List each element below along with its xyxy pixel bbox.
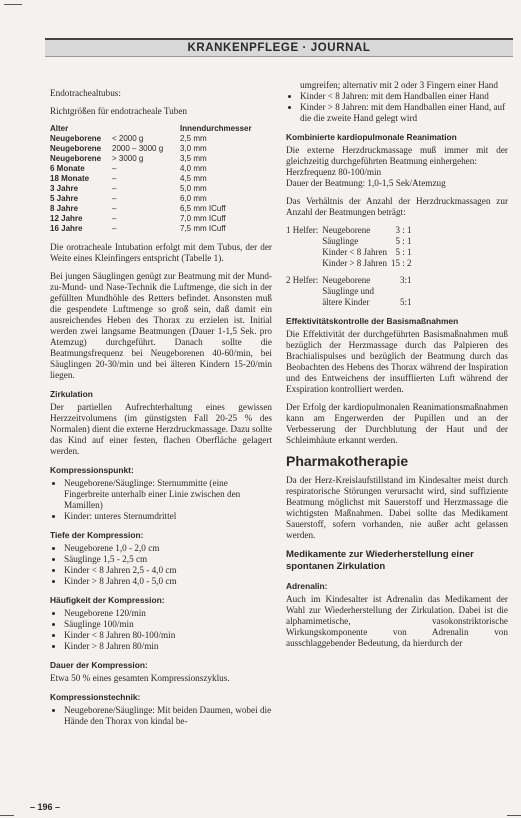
table-cell: Neugeborene [50,144,102,153]
table-cell: – [112,204,117,213]
table-cell [286,247,322,258]
tube-intro: Endotrachealtubus: [50,88,121,98]
list-item: • Kinder > 8 Jahren 80/min [64,641,272,652]
list-item: • Neugeborene 1,0 - 2,0 cm [64,543,272,554]
paragraph: Die Effektivität der durchgeführten Basismaßnahmen muß bezüglich der Herzmassage durch das Palpieren des Brachialispulses und bezüglich der Beatmung durch das Beobachten des Hebens des Thorax während der Inspiration und des Entweichens der insufflierten Luft während der Exspiration kontrolliert werden. [286,329,508,394]
journal-header: KRANKENPFLEGE · JOURNAL [45,38,513,57]
frequency-list [50,608,272,652]
table-cell: – [112,174,117,183]
table-cell: – [112,164,117,173]
table-row [286,272,416,286]
list-item: • Kinder < 8 Jahren: mit dem Handballen einer Hand [300,91,508,102]
table-cell: 1 Helfer: [286,225,319,235]
table-row [286,286,416,297]
table-cell [286,286,322,297]
table-row [50,204,252,214]
table-cell: – [112,194,117,203]
col-age: Alter [50,124,69,133]
table-cell: 5 : 1 [395,236,412,246]
paragraph: Auch im Kindesalter ist Adrenalin das Medikament der Wahl zur Wiederherstellung der Zirkulation. Dabei ist die alphamimetische, vasokonstriktorische Wirkungskomponente von Adrenalin von ausschlaggebender Bedeutung, da hierdurch der [286,594,508,648]
table-row [286,225,416,236]
table-cell: 8 Jahre [50,204,79,213]
table-cell: – [112,224,117,233]
table-cell [286,258,322,272]
table-row [50,134,252,144]
left-column [50,88,272,733]
section-heading: Kompressionspunkt: [50,465,134,475]
table-cell: 6,0 mm [180,194,207,203]
table-row [286,297,416,308]
table-row [50,154,252,164]
corner-mark [0,815,14,816]
table-row [50,164,252,174]
right-column [286,80,508,656]
section-title: Pharmakotherapie [286,453,409,469]
ratio-table [286,225,416,308]
table-cell: 2 Helfer: [286,275,319,285]
table-cell: 12 Jahre [50,214,83,223]
list-item: • Neugeborene 120/min [64,608,272,619]
table-row [286,247,416,258]
table-cell: – [112,214,117,223]
list-item: • Kinder < 8 Jahren 2,5 - 4,0 cm [64,565,272,576]
paragraph: Etwa 50 % eines gesamten Kompressionszyklus. [50,673,230,683]
tube-size-table [50,124,252,234]
paragraph: Die externe Herzdruckmassage muß immer mit der gleichzeitig durchgeführten Beatmung einhergehen: [286,145,508,166]
col-diameter: Innendurchmesser [180,124,252,133]
list-item: umgreifen; alternativ mit 2 oder 3 Fingern einer Hand [300,80,498,90]
table-cell: 18 Monate [50,174,90,183]
table-cell: ältere Kinder [322,297,370,307]
section-heading: Effektivitätskontrolle der Basismaßnahmen [286,316,459,326]
table-cell: 2000 – 3000 g [112,144,164,153]
table-cell: 6,5 mm ICuff [180,204,226,213]
section-heading: Tiefe der Kompression: [50,530,144,540]
list-item: • Neugeborene/Säuglinge: Sternummitte (eine Fingerbreite unterhalb einer Linie zwischen den Mamillen) [64,478,272,511]
table-cell: 3 : 1 [395,225,412,235]
table-row [50,224,252,234]
tube-size-caption: Richtgrößen für endotracheale Tuben [50,106,188,116]
section-heading: Zirkulation [50,389,93,399]
paragraph: Der partiellen Aufrechterhaltung eines gewissen Herzzeitvolumens (im günstigsten Fall 20-25 % des Normalen) dient die externe Herzdruckmassage. Dazu sollte das Kind auf einer festen, flachen Oberfläche gelagert werden. [50,402,272,456]
paragraph: Dauer der Beatmung: 1,0-1,5 Sek/Atemzug [286,178,446,188]
technique-list [50,705,272,727]
table-cell: Säuglinge und [322,286,374,296]
table-cell: Neugeborene [322,275,371,285]
paragraph: Da der Herz-Kreislaufstillstand im Kindesalter meist durch respiratorische Störungen verursacht wird, sind suffiziente Beatmung möglichst mit Sauerstoff und Herzmassage die wichtigsten Maßnahmen. Dabei sollte das Medikament Sauerstoff, sofern vorhanden, nie außer acht gelassen werden. [286,475,508,540]
table-cell: 15 : 2 [391,258,412,268]
table-cell: 6 Monate [50,164,85,173]
table-row [50,184,252,194]
paragraph: Das Verhältnis der Anzahl der Herzdruckmassagen zur Anzahl der Beatmungen beträgt: [286,196,508,217]
paragraph: Bei jungen Säuglingen genügt zur Beatmung mit der Mund-zu-Mund- und Nase-Technik die Luftmenge, die sich in der gefüllten Mundhöhle des Retters befindet. Ansonsten muß die gespendete Luftmenge so groß sein, daß damit ein ausreichendes Heben des Thorax zu erzielen ist. Initial werden zwei langsame Beatmungen (Dauer 1-1,5 Sek. pro Atemzug) durchgeführt. Danach sollte die Beatmungsfrequenz bei Neugeborenen 40-60/min, bei Säuglingen 20-30/min und bei älteren Kindern 15-20/min liegen. [50,271,272,380]
table-cell: – [112,184,117,193]
table-cell: 16 Jahre [50,224,83,233]
table-cell: < 2000 g [112,134,144,143]
table-cell: 5:1 [400,297,412,307]
paragraph: Herzfrequenz 80-100/min [286,167,382,177]
technique-list-continued [286,80,508,124]
table-cell [286,236,322,247]
table-cell: 3:1 [400,275,412,285]
table-row [50,194,252,204]
list-item: • Kinder: unteres Sternumdrittel [64,511,272,522]
table-cell: Neugeborene [50,134,102,143]
table-cell: Neugeborene [322,225,371,235]
list-item: • Säuglinge 1,5 - 2,5 cm [64,554,272,565]
table-row [50,144,252,154]
table-cell: > 3000 g [112,154,144,163]
section-heading: Kompressionstechnik: [50,692,141,702]
table-cell: 5 Jahre [50,194,79,203]
section-heading: Dauer der Kompression: [50,660,148,670]
table-cell: 2,5 mm [180,134,207,143]
table-cell [286,297,322,308]
section-heading: Adrenalin: [286,581,328,591]
section-title: Medikamente zur Wiederherstellung einer spontanen Zirkulation [286,549,474,572]
table-row [50,174,252,184]
table-cell: 7,5 mm ICuff [180,224,226,233]
table-cell: Kinder < 8 Jahren [322,247,388,257]
table-cell: 4,5 mm [180,174,207,183]
paragraph: Der Erfolg der kardiopulmonalen Reanimationsmaßnahmen kann am Engerwerden der Pupillen und an der Verbesserung der Durchblutung der Haut und der Schleimhäute erkannt werden. [286,402,508,445]
corner-mark [4,4,22,5]
table-cell: Neugeborene [50,154,102,163]
table-row [286,258,416,272]
table-cell: 3 Jahre [50,184,79,193]
table-cell: Säuglinge [322,236,359,246]
table-cell: 4,0 mm [180,164,207,173]
list-item: • Kinder > 8 Jahren 4,0 - 5,0 cm [64,576,272,587]
depth-list [50,543,272,587]
compression-point-list [50,478,272,522]
table-cell: 7,0 mm ICuff [180,214,226,223]
table-cell [391,286,416,297]
table-cell: Kinder > 8 Jahren [322,258,388,268]
table-header-row [50,124,252,134]
page-number: – 196 – [30,802,61,812]
section-heading: Häufigkeit der Kompression: [50,595,165,605]
table-cell: 5 : 1 [395,247,412,257]
list-item: • Kinder > 8 Jahren: mit dem Handballen einer Hand, auf die die zweite Hand gelegt wird [300,102,508,124]
list-item: • Säuglinge 100/min [64,619,272,630]
paragraph: Die orotracheale Intubation erfolgt mit dem Tubus, der der Weite eines Kleinfingers entspricht (Tabelle 1). [50,242,272,263]
section-heading: Kombinierte kardiopulmonale Reanimation [286,132,457,142]
table-cell: 5,0 mm [180,184,207,193]
list-item: • Neugeborene/Säuglinge: Mit beiden Daumen, wobei die Hände den Thorax von kindal be- [64,705,272,727]
table-cell: 3,5 mm [180,154,207,163]
table-row [50,214,252,224]
table-cell: 3,0 mm [180,144,207,153]
corner-mark [507,815,521,816]
list-item: • Kinder < 8 Jahren 80-100/min [64,630,272,641]
table-row [286,236,416,247]
